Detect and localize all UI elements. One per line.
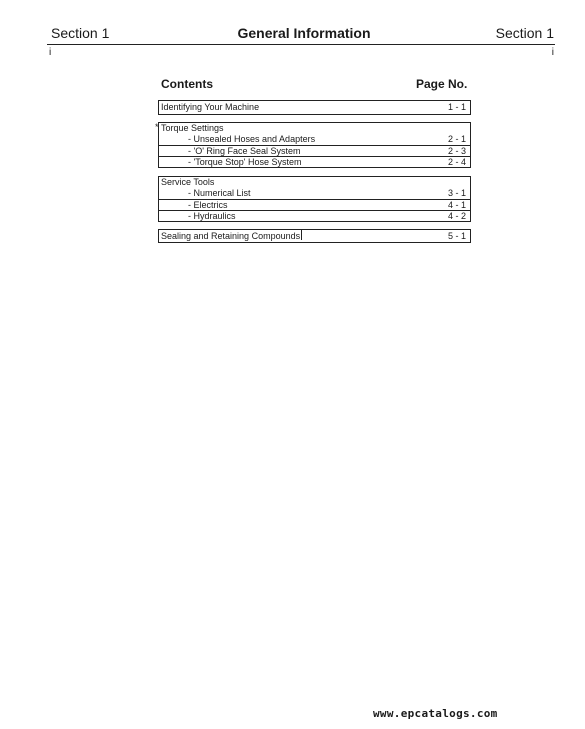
toc-entry-page: 5 - 1: [447, 231, 466, 241]
toc-entry-label-wrap: [161, 230, 302, 242]
toc-entry-label: Sealing and Retaining Compounds: [161, 231, 301, 241]
toc-group-title: Service Tools: [161, 177, 215, 187]
toc-entry-identifying[interactable]: [158, 100, 471, 115]
toc-entry-page: 1 - 1: [447, 102, 466, 112]
toc-entry-page: 2 - 1: [447, 134, 466, 144]
toc-group-title-row: [159, 123, 470, 134]
toc-group-torque: [158, 122, 471, 168]
toc-row[interactable]: [159, 188, 470, 199]
toc-entry-page: 2 - 4: [447, 157, 466, 167]
page-no-heading: Page No.: [416, 77, 468, 91]
text-cursor: [301, 230, 302, 240]
toc-row[interactable]: [159, 134, 470, 145]
page-number-right: i: [551, 47, 554, 58]
toc-row[interactable]: [159, 101, 470, 114]
page-title: General Information: [237, 25, 371, 41]
contents-heading: Contents: [161, 77, 213, 91]
change-marker: *: [155, 122, 159, 132]
toc-entry-page: 2 - 3: [447, 146, 466, 156]
toc-entry-label: - Unsealed Hoses and Adapters: [188, 134, 316, 144]
toc-entry-label: - 'Torque Stop' Hose System: [188, 157, 302, 167]
toc-group-title-row: [159, 177, 470, 188]
toc-row[interactable]: [159, 199, 470, 210]
page-number-left: i: [49, 47, 52, 58]
toc-entry-page: 4 - 2: [447, 211, 466, 221]
toc-entry-page: 3 - 1: [447, 188, 466, 198]
header-section-left: Section 1: [51, 25, 110, 41]
toc-group-service-tools: [158, 176, 471, 222]
toc-row[interactable]: [159, 230, 470, 242]
toc-entry-sealing[interactable]: [158, 229, 471, 243]
toc-entry-label: Identifying Your Machine: [161, 102, 260, 112]
toc-entry-label: - 'O' Ring Face Seal System: [188, 146, 301, 156]
watermark-url[interactable]: www.epcatalogs.com: [373, 707, 498, 720]
toc-entry-page: 4 - 1: [447, 200, 466, 210]
toc-row[interactable]: [159, 145, 470, 156]
header-divider: [47, 44, 555, 45]
toc-row[interactable]: [159, 210, 470, 221]
toc-group-title: Torque Settings: [161, 123, 224, 133]
header-section-right: Section 1: [495, 25, 554, 41]
toc-entry-label: - Electrics: [188, 200, 228, 210]
toc-entry-label: - Numerical List: [188, 188, 251, 198]
toc-entry-label: - Hydraulics: [188, 211, 236, 221]
toc-row[interactable]: [159, 156, 470, 168]
